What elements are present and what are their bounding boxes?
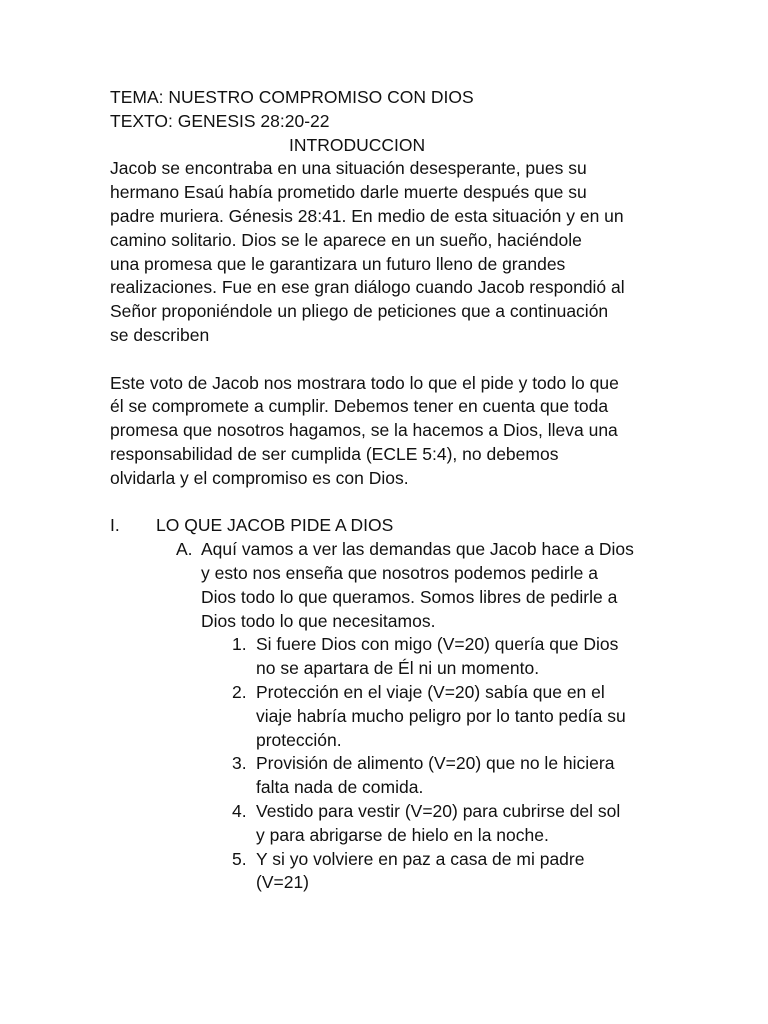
introduccion-heading: INTRODUCCION	[289, 134, 426, 155]
list-item-1	[232, 633, 662, 681]
subsection-a	[176, 538, 662, 633]
list-item-text	[256, 752, 614, 800]
list-text-line: Provisión de alimento (V=20) que no le hiciera	[256, 753, 615, 774]
paragraph-line: hermano Esaú había prometido darle muerte después que su	[110, 182, 587, 203]
paragraph-line: responsabilidad de ser cumplida (ECLE 5:4), no debemos	[110, 443, 559, 464]
tema-heading: TEMA: NUESTRO COMPROMISO CON DIOS	[110, 87, 474, 107]
list-item-text	[256, 848, 584, 896]
paragraph-line: se describen	[110, 324, 210, 345]
list-text-line: protección.	[256, 729, 342, 750]
list-item-marker: 5.	[232, 848, 247, 869]
list-text-line: y esto nos enseña que nosotros podemos pedirle a	[201, 562, 598, 583]
list-text-line: Dios todo lo que necesitamos.	[201, 610, 436, 631]
list-text-line: Si fuere Dios con migo (V=20) quería que Dios	[256, 634, 619, 655]
second-paragraph	[110, 372, 662, 491]
section-i-title: LO QUE JACOB PIDE A DIOS	[156, 515, 394, 536]
list-item-text	[256, 681, 626, 752]
list-item-text	[256, 633, 618, 681]
paragraph-line: Jacob se encontraba en una situación desesperante, pues su	[110, 158, 587, 179]
paragraph-line: padre muriera. Génesis 28:41. En medio de esta situación y en un	[110, 205, 624, 226]
paragraph-line: Señor proponiéndole un pliego de peticiones que a continuación	[110, 301, 609, 322]
list-text-line: y para abrigarse de hielo en la noche.	[256, 824, 549, 845]
paragraph-line: camino solitario. Dios se le aparece en un sueño, haciéndole	[110, 229, 582, 250]
list-item-marker: 3.	[232, 753, 247, 774]
list-text-line: no se apartara de Él ni un momento.	[256, 658, 540, 679]
list-item-marker: 4.	[232, 800, 247, 821]
list-text-line: Aquí vamos a ver las demandas que Jacob hace a Dios	[201, 539, 634, 560]
list-item-2	[232, 681, 662, 752]
paragraph-line: olvidarla y el compromiso es con Dios.	[110, 467, 409, 488]
subsection-a-marker: A.	[176, 539, 193, 560]
list-text-line: Protección en el viaje (V=20) sabía que en el	[256, 681, 605, 702]
list-item-marker: 1.	[232, 634, 247, 655]
list-item-marker: 2.	[232, 681, 247, 702]
paragraph-spacer	[110, 348, 662, 372]
paragraph-line: promesa que nosotros hagamos, se la hacemos a Dios, lleva una	[110, 420, 618, 441]
list-item-text	[256, 800, 620, 848]
list-item-4	[232, 800, 662, 848]
paragraph-spacer	[110, 491, 662, 515]
section-i	[110, 514, 662, 538]
list-text-line: Dios todo lo que queramos. Somos libres de pedirle a	[201, 586, 618, 607]
list-text-line: falta nada de comida.	[256, 777, 424, 798]
paragraph-line: Este voto de Jacob nos mostrara todo lo que el pide y todo lo que	[110, 372, 619, 393]
list-text-line: Vestido para vestir (V=20) para cubrirse del sol	[256, 800, 621, 821]
list-text-line: viaje habría mucho peligro por lo tanto pedía su	[256, 705, 626, 726]
paragraph-line: él se compromete a cumplir. Debemos tener en cuenta que toda	[110, 396, 609, 417]
list-item-5	[232, 848, 662, 896]
list-item-3	[232, 752, 662, 800]
list-text-line: Y si yo volviere en paz a casa de mi padre	[256, 848, 585, 869]
texto-heading: TEXTO: GENESIS 28:20-22	[110, 110, 330, 131]
list-text-line: (V=21)	[256, 872, 310, 893]
intro-paragraph	[110, 157, 662, 347]
paragraph-line: realizaciones. Fue en ese gran diálogo cuando Jacob respondió al	[110, 277, 625, 298]
document-page	[110, 86, 662, 895]
subsection-a-text	[201, 538, 634, 633]
paragraph-line: una promesa que le garantizara un futuro lleno de grandes	[110, 253, 566, 274]
section-i-marker: I.	[110, 515, 120, 536]
